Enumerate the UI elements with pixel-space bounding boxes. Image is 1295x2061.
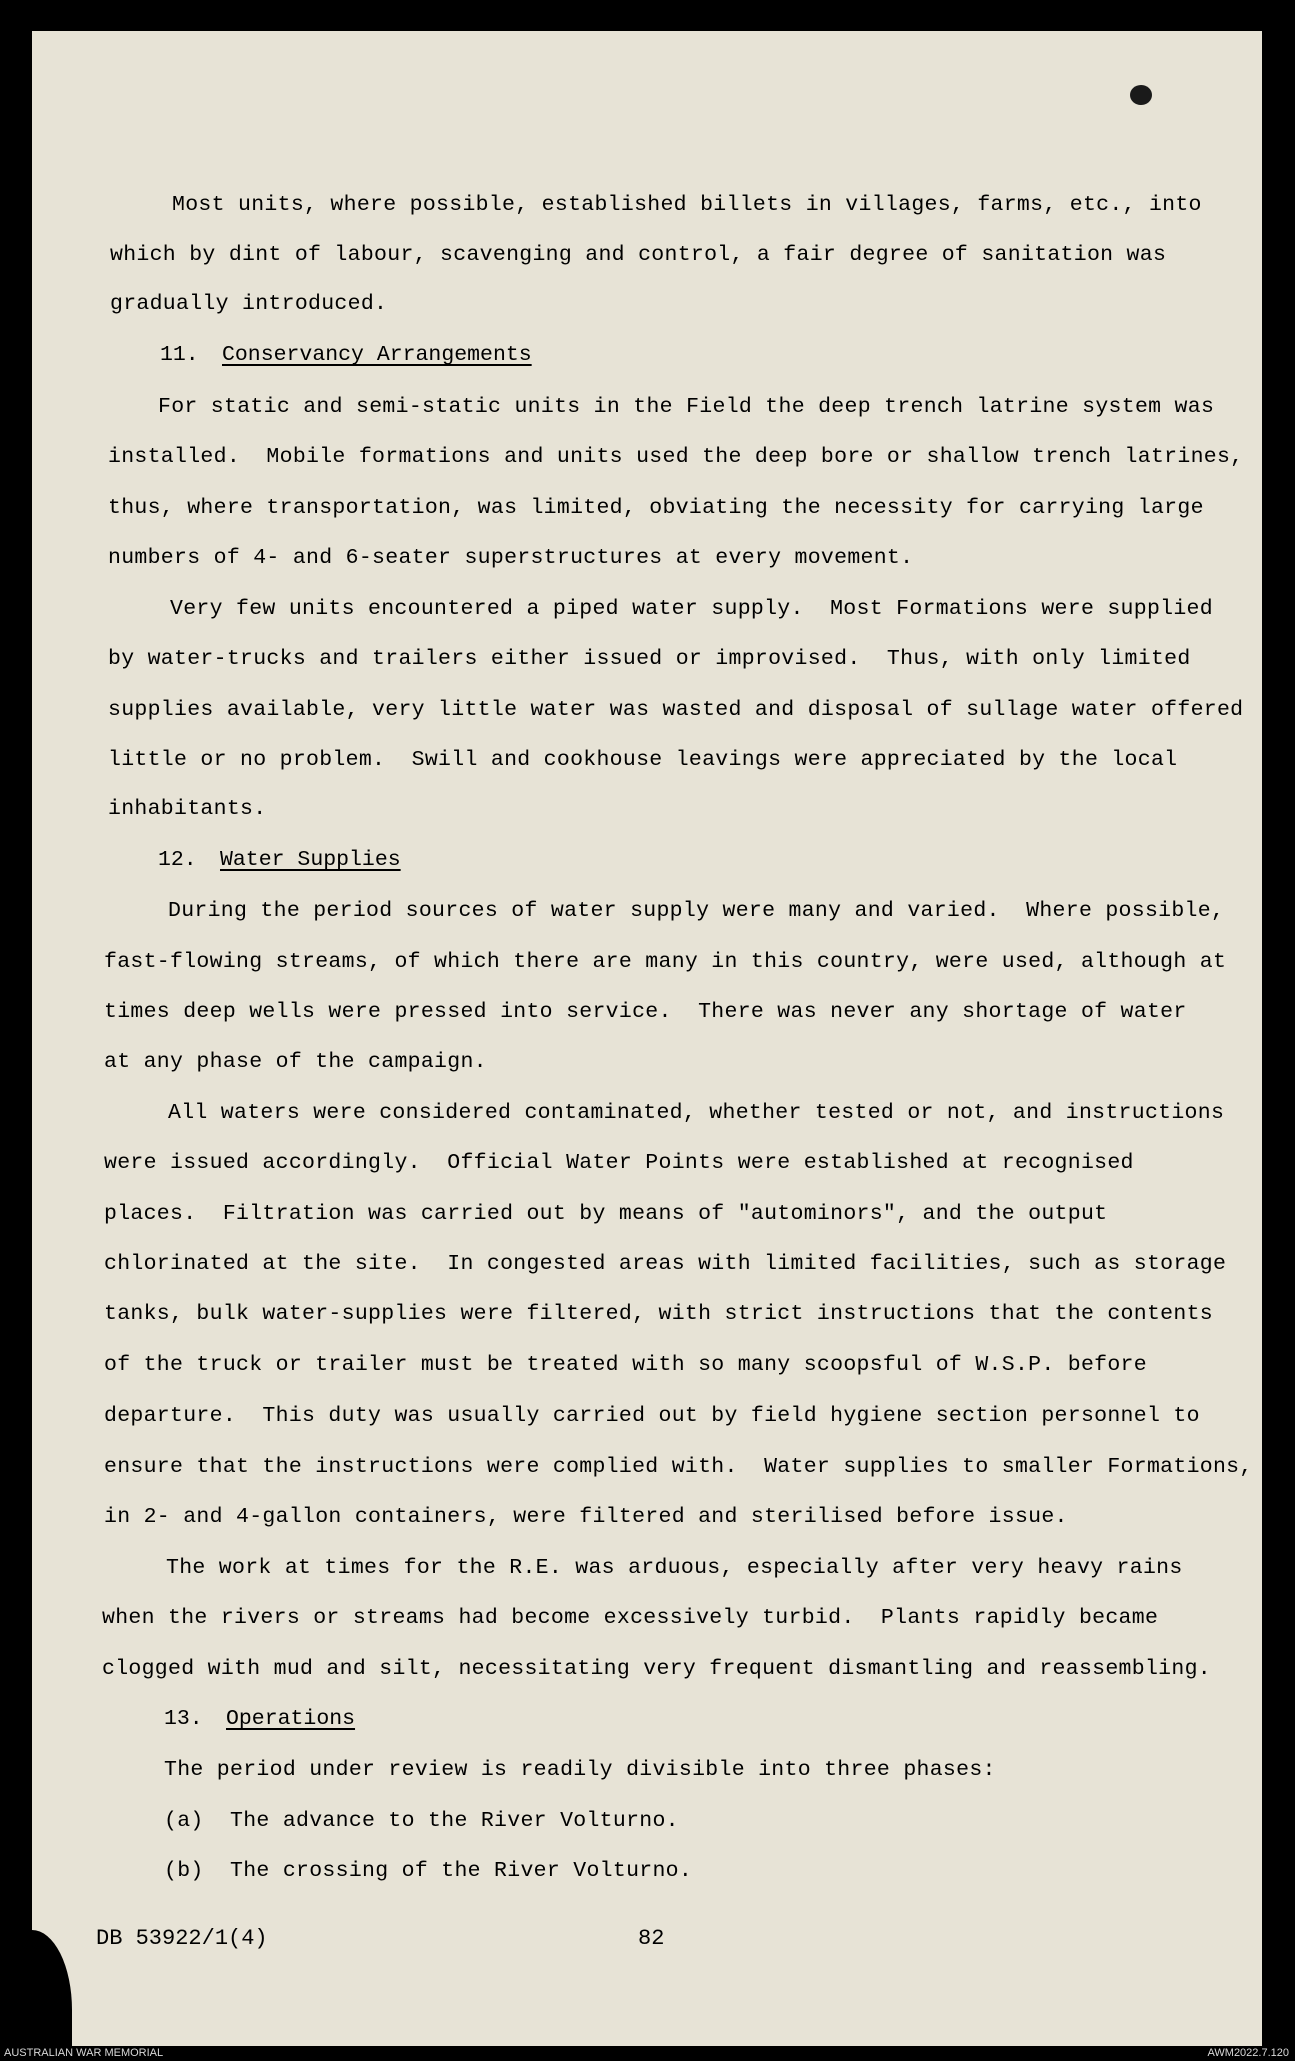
text-line: places. Filtration was carried out by means of "autominors", and the output (104, 1202, 1108, 1226)
text-line: inhabitants. (108, 797, 267, 821)
text-line: During the period sources of water supply were many and varied. Where possible, (168, 899, 1225, 923)
list-item: (b) The crossing of the River Volturno. (164, 1859, 693, 1883)
section-heading (158, 848, 401, 872)
text-line: numbers of 4- and 6-seater superstructures at every movement. (108, 546, 914, 570)
text-line: clogged with mud and silt, necessitating very frequent dismantling and reassembling. (102, 1657, 1211, 1681)
text-line: of the truck or trailer must be treated with so many scoopsful of W.S.P. before (104, 1353, 1147, 1377)
section-title: Operations (226, 1707, 356, 1731)
text-line: thus, where transportation, was limited, obviating the necessity for carrying large (108, 496, 1204, 520)
text-line: fast-flowing streams, of which there are many in this country, were used, although at (104, 950, 1227, 974)
text-line: For static and semi-static units in the Field the deep trench latrine system was (158, 395, 1215, 419)
punch-hole (1130, 85, 1152, 105)
section-number: 11. (160, 343, 199, 367)
section-heading (160, 343, 532, 367)
text-line: tanks, bulk water-supplies were filtered, with strict instructions that the contents (104, 1302, 1213, 1326)
text-line: little or no problem. Swill and cookhouse leavings were appreciated by the local (108, 748, 1178, 772)
archive-id: AWM2022.7.120 (1207, 2047, 1289, 2059)
list-item: (a) The advance to the River Volturno. (164, 1809, 679, 1833)
text-line: by water-trucks and trailers either issued or improvised. Thus, with only limited (108, 647, 1191, 671)
text-line: The work at times for the R.E. was arduous, especially after very heavy rains (166, 1556, 1183, 1580)
text-line: All waters were considered contaminated, whether tested or not, and instructions (168, 1101, 1225, 1125)
document-page (32, 31, 1262, 2046)
section-number: 12. (158, 848, 197, 872)
text-line: Most units, where possible, established billets in villages, farms, etc., into (172, 193, 1202, 217)
text-line: times deep wells were pressed into service. There was never any shortage of water (104, 1000, 1187, 1024)
section-title: Water Supplies (220, 848, 401, 872)
page-number: 82 (638, 1926, 665, 1951)
text-line: which by dint of labour, scavenging and control, a fair degree of sanitation was (110, 243, 1167, 267)
document-reference: DB 53922/1(4) (96, 1926, 268, 1951)
text-line: ensure that the instructions were complied with. Water supplies to smaller Formations, (104, 1455, 1253, 1479)
text-line: at any phase of the campaign. (104, 1050, 487, 1074)
section-heading (164, 1707, 355, 1731)
text-line: in 2- and 4-gallon containers, were filtered and sterilised before issue. (104, 1505, 1068, 1529)
text-line: Very few units encountered a piped water supply. Most Formations were supplied (170, 597, 1213, 621)
text-line: installed. Mobile formations and units used the deep bore or shallow trench latrines, (108, 445, 1244, 469)
text-line: were issued accordingly. Official Water Points were established at recognised (104, 1151, 1134, 1175)
section-number: 13. (164, 1707, 203, 1731)
text-line: when the rivers or streams had become excessively turbid. Plants rapidly became (102, 1606, 1159, 1630)
archive-label: AUSTRALIAN WAR MEMORIAL (4, 2047, 164, 2059)
section-title: Conservancy Arrangements (222, 343, 532, 367)
text-line: departure. This duty was usually carried out by field hygiene section personnel to (104, 1404, 1200, 1428)
text-line: chlorinated at the site. In congested areas with limited facilities, such as storage (104, 1252, 1227, 1276)
text-line: supplies available, very little water was wasted and disposal of sullage water offered (108, 698, 1244, 722)
text-line: gradually introduced. (110, 292, 388, 316)
text-line: The period under review is readily divisible into three phases: (164, 1758, 996, 1782)
